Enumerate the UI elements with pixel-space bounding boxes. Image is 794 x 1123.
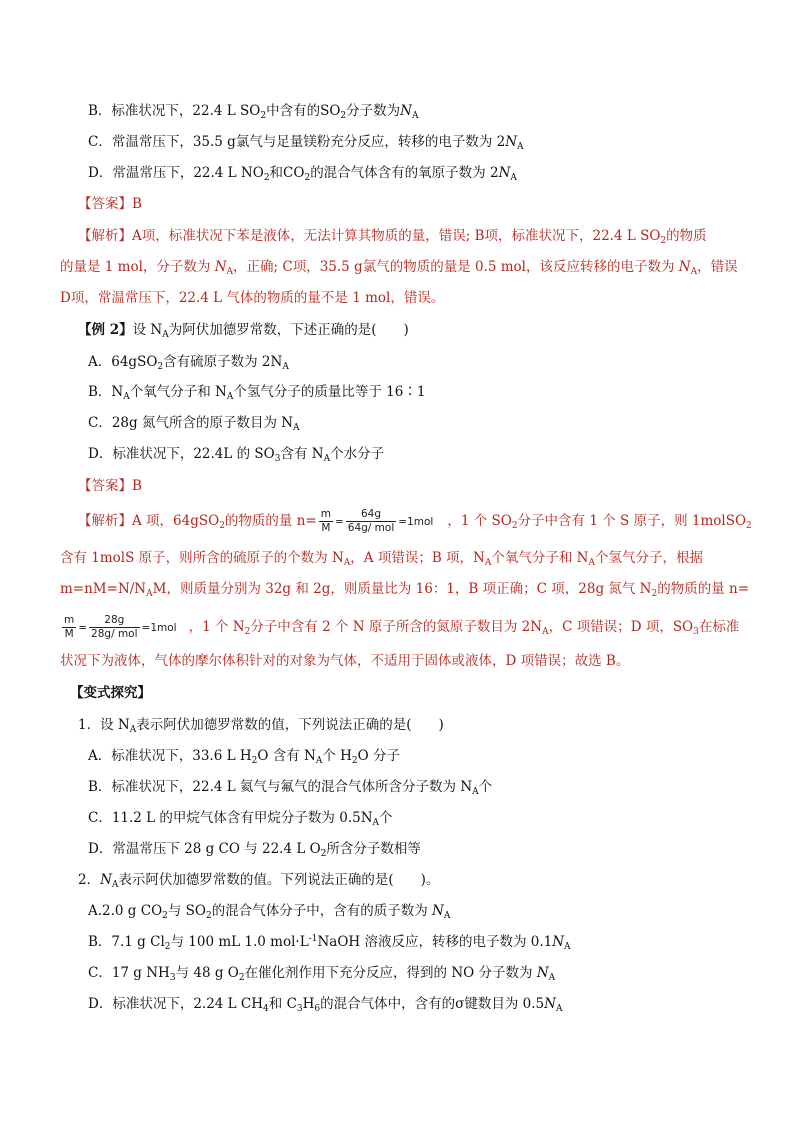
q1-option-b: B．标准状况下，22.4 L 氦气与氟气的混合气体所含分子数为 $N_A$个 [88,779,493,797]
ex1-option-d: D．常温常压下，22.4 L $NO_2$和$CO_2$的混合气体含有的氧原子数为 $2N_A$ [88,165,517,183]
ex2-analysis-line-4: $\frac{m}{M}$ = $\frac{28g}{\text{28g/ mol}}$ =1mol ，1 个 $N_2$分子中含有 2 个 N 原子所含的氮原子数目为 $2N_A$，C 项错误；D 项，$SO_3$在标准 [64,614,740,640]
q1-stem: 1．设 $N_A$表示阿伏加德罗常数的值，下列说法正确的是( ) [78,717,444,735]
q1-option-a: A．标准状况下，33.6 L $H_2O$ 含有 $N_A$个 $H_2O$ 分子 [88,748,401,766]
ex1-answer: 【答案】B [78,196,142,212]
ex2-option-b: B．$N_A$个氧气分子和 $N_A$个氢气分子的质量比等于 16∶1 [88,384,426,402]
ex1-option-c: C．常温常压下，35.5 g氯气与足量镁粉充分反应，转移的电子数为 $2N_A$ [88,134,524,152]
ex2-option-d: D．标准状况下，22.4L 的 $SO_3$含有 $N_A$个水分子 [88,446,385,464]
q2-option-b: B．7.1 g $Cl_2$与 100 mL 1.0 $mol\cdot L^{-1}NaOH$ 溶液反应，转移的电子数为 $0.1N_A$ [88,934,571,952]
ex2-analysis-line-5: 状况下为液体，气体的摩尔体积针对的对象为气体，不适用于固体或液体，D 项错误；故选 B。 [60,653,630,669]
ex2-option-c: C．28g 氮气所含的原子数目为 $N_A$ [88,415,300,433]
ex1-analysis-line-1: 【解析】A项，标准状况下苯是液体，无法计算其物质的量，错误; B项，标准状况下，22.4 L $SO_2$的物质 [78,228,707,246]
q1-option-c: C．11.2 L 的甲烷气体含有甲烷分子数为 $0.5N_A$个 [88,810,393,828]
ex1-option-b: B．标准状况下，22.4 L $SO_2$中含有的$SO_2$分子数为$N_A$ [88,103,419,121]
ex2-answer: 【答案】B [78,478,142,494]
variant-heading: 【变式探究】 [70,685,151,701]
ex2-analysis-line-1: 【解析】A 项，64gSO$_2$的物质的量 n= $\frac{m}{M}$ = $\frac{64g}{\text{64g/ mol}}$ =1mol ，1 个 $SO_2$分子中含有 1 个 S 原子，则 1molSO$_2$ [78,508,752,534]
ex2-option-a: A．64gSO$_2$含有硫原子数为 $2N_A$ [88,354,289,372]
q2-stem: 2．$N_A$表示阿伏加德罗常数的值。下列说法正确的是( )。 [78,872,440,890]
fraction-m-over-M: $\frac{m}{M}$ [320,508,331,534]
q1-option-d: D．常温常压下 28 g CO 与 22.4 L $O_2$所含分子数相等 [88,841,421,859]
fraction-28g: $\frac{28g}{\text{28g/ mol}}$ [91,614,138,640]
ex1-analysis-line-2: 的量是 1 mol，分子数为 $N_A$，正确; C项，35.5 g氯气的物质的量是 0.5 mol，该反应转移的电子数为 $N_A$，错误 [60,259,738,277]
fraction-64g: $\frac{64g}{\text{64g/ mol}}$ [347,508,395,534]
ex2-analysis-line-3: $m=nM=N/N_AM$，则质量分别为 32g 和 2g，则质量比为 16：1，B 项正确；C 项，28g 氮气 $N_2$的物质的量 n= [60,581,750,599]
fraction-m-over-M-2: $\frac{m}{M}$ [64,614,75,640]
ex1-analysis-line-3: D项，常温常压下，22.4 L 气体的物质的量不是 1 mol，错误。 [60,290,445,306]
ex2-stem: 【例 2】设 $N_A$为阿伏加德罗常数，下述正确的是( ) [78,322,409,340]
q2-option-c: C．17 g $NH_3$与 48 g $O_2$在催化剂作用下充分反应，得到的 NO 分子数为 $N_A$ [88,965,556,983]
ex2-analysis-line-2: 含有 1molS 原子，则所含的硫原子的个数为 $N_A$，A 项错误；B 项，$N_A$个氧气分子和 $N_A$个氢气分子，根据 [60,550,703,568]
q2-option-d: D．标准状况下，2.24 L $CH_4$和 $C_3H_6$的混合气体中，含有的σ键数目为 $0.5N_A$ [88,996,563,1014]
q2-option-a: A.2.0 g $CO_2$与 $SO_2$的混合气体分子中，含有的质子数为 $N_A$ [88,903,451,921]
